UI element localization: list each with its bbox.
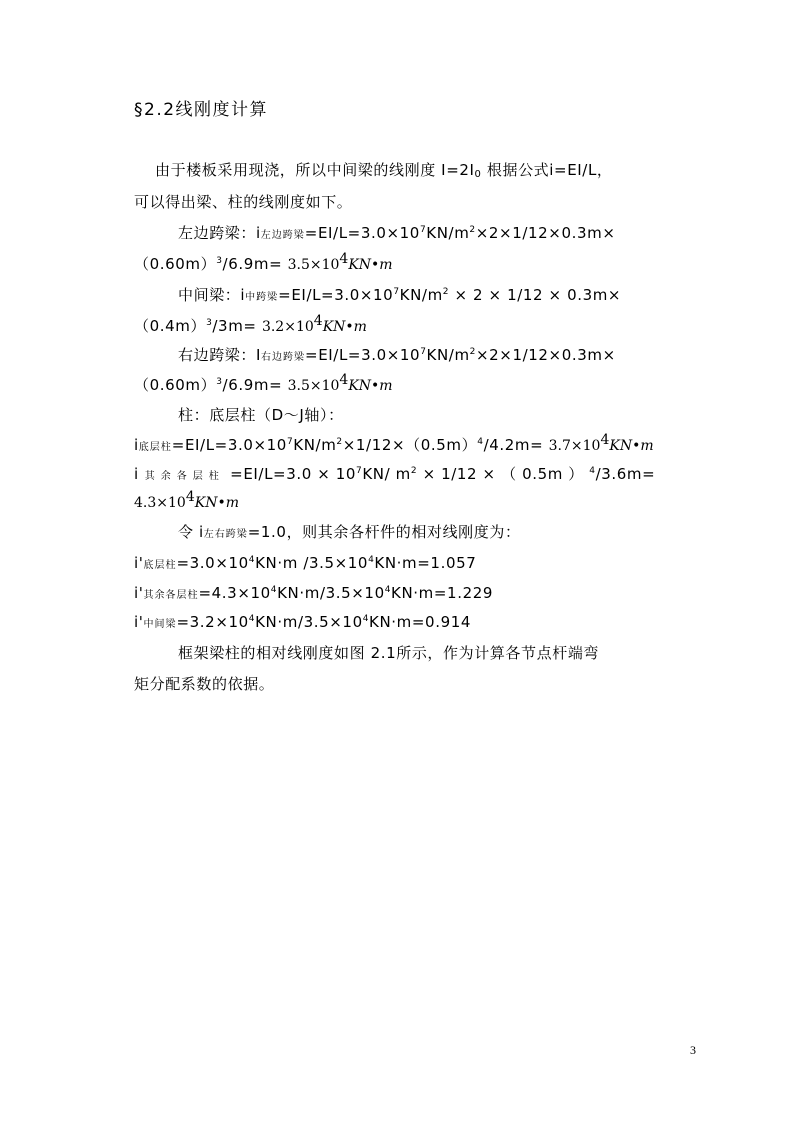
left-beam-formula: 左边跨梁：i左边跨梁$=EI/L=3.0\times 10^7KN/m^2\times 2\times 1/12\times 0.3m\times$: [178, 224, 616, 242]
intro-line-2: 可以得出梁、柱的线刚度如下。: [134, 193, 353, 211]
other-column-result: $4.3\times 10^4KN•m$: [134, 489, 239, 511]
mid-beam-result: $(0.4m)^3/3m=$ $3.2\times 10^4KN•m$: [134, 313, 367, 335]
closing-line-1: 框架梁柱的相对线刚度如图 2.1所示，作为计算各节点杆端弯: [178, 644, 600, 662]
closing-line-2: 矩分配系数的依据。: [134, 675, 275, 693]
mid-beam-formula: 中间梁：i中跨梁$=EI/L=3.0\times 10^7KN/m^2 \times 2 \times 1/12 \times 0.3m\times$: [178, 286, 622, 304]
ratio-intro: 令 i左右跨梁=1.0，则其余各杆件的相对线刚度为：: [178, 523, 521, 541]
ratio-middle-beam: i'中间梁$=3.2\times 10^4KN\cdot m/3.5\times 10^4KN\cdot m=0.914$: [134, 613, 471, 631]
bottom-column-formula: i底层柱$=EI/L=3.0\times 10^7KN/m^2\times 1/12\times(0.5m)^4/4.2m=$ $3.7\times 10^4KN•m$: [134, 432, 654, 454]
ratio-bottom-column: i'底层柱$=3.0\times 10^4KN\cdot m$ $/3.5\times 10^4KN\cdot m=1.057$: [134, 554, 477, 572]
right-beam-result: $(0.60m)^3/6.9m=$ $3.5\times 10^4KN•m$: [134, 372, 393, 394]
column-heading: 柱：底层柱（D～J轴）：: [178, 406, 344, 424]
left-beam-result: $(0.60m)^3/6.9m=$ $3.5\times 10^4KN•m$: [134, 251, 393, 273]
right-beam-formula: 右边跨梁：I右边跨梁$=EI/L=3.0\times 10^7KN/m^2\times 2\times 1/12\times 0.3m\times$: [178, 346, 616, 364]
ratio-other-column: i'其余各层柱$=4.3\times 10^4KN\cdot m/3.5\times 10^4KN\cdot m=1.229$: [134, 584, 493, 602]
other-column-formula: i其余各层柱 $=EI/L=3.0 \times 10^7KN/$ $m^2 \times 1/12$ × （ 0.5m ） $^4$/3.6m=: [134, 465, 656, 483]
intro-line-1: 由于楼板采用现浇，所以中间梁的线刚度 $I=2I_0$ 根据公式i=EI/L，: [155, 161, 613, 180]
section-heading: §2.2线刚度计算: [134, 100, 269, 120]
page-number: 3: [690, 1043, 696, 1057]
